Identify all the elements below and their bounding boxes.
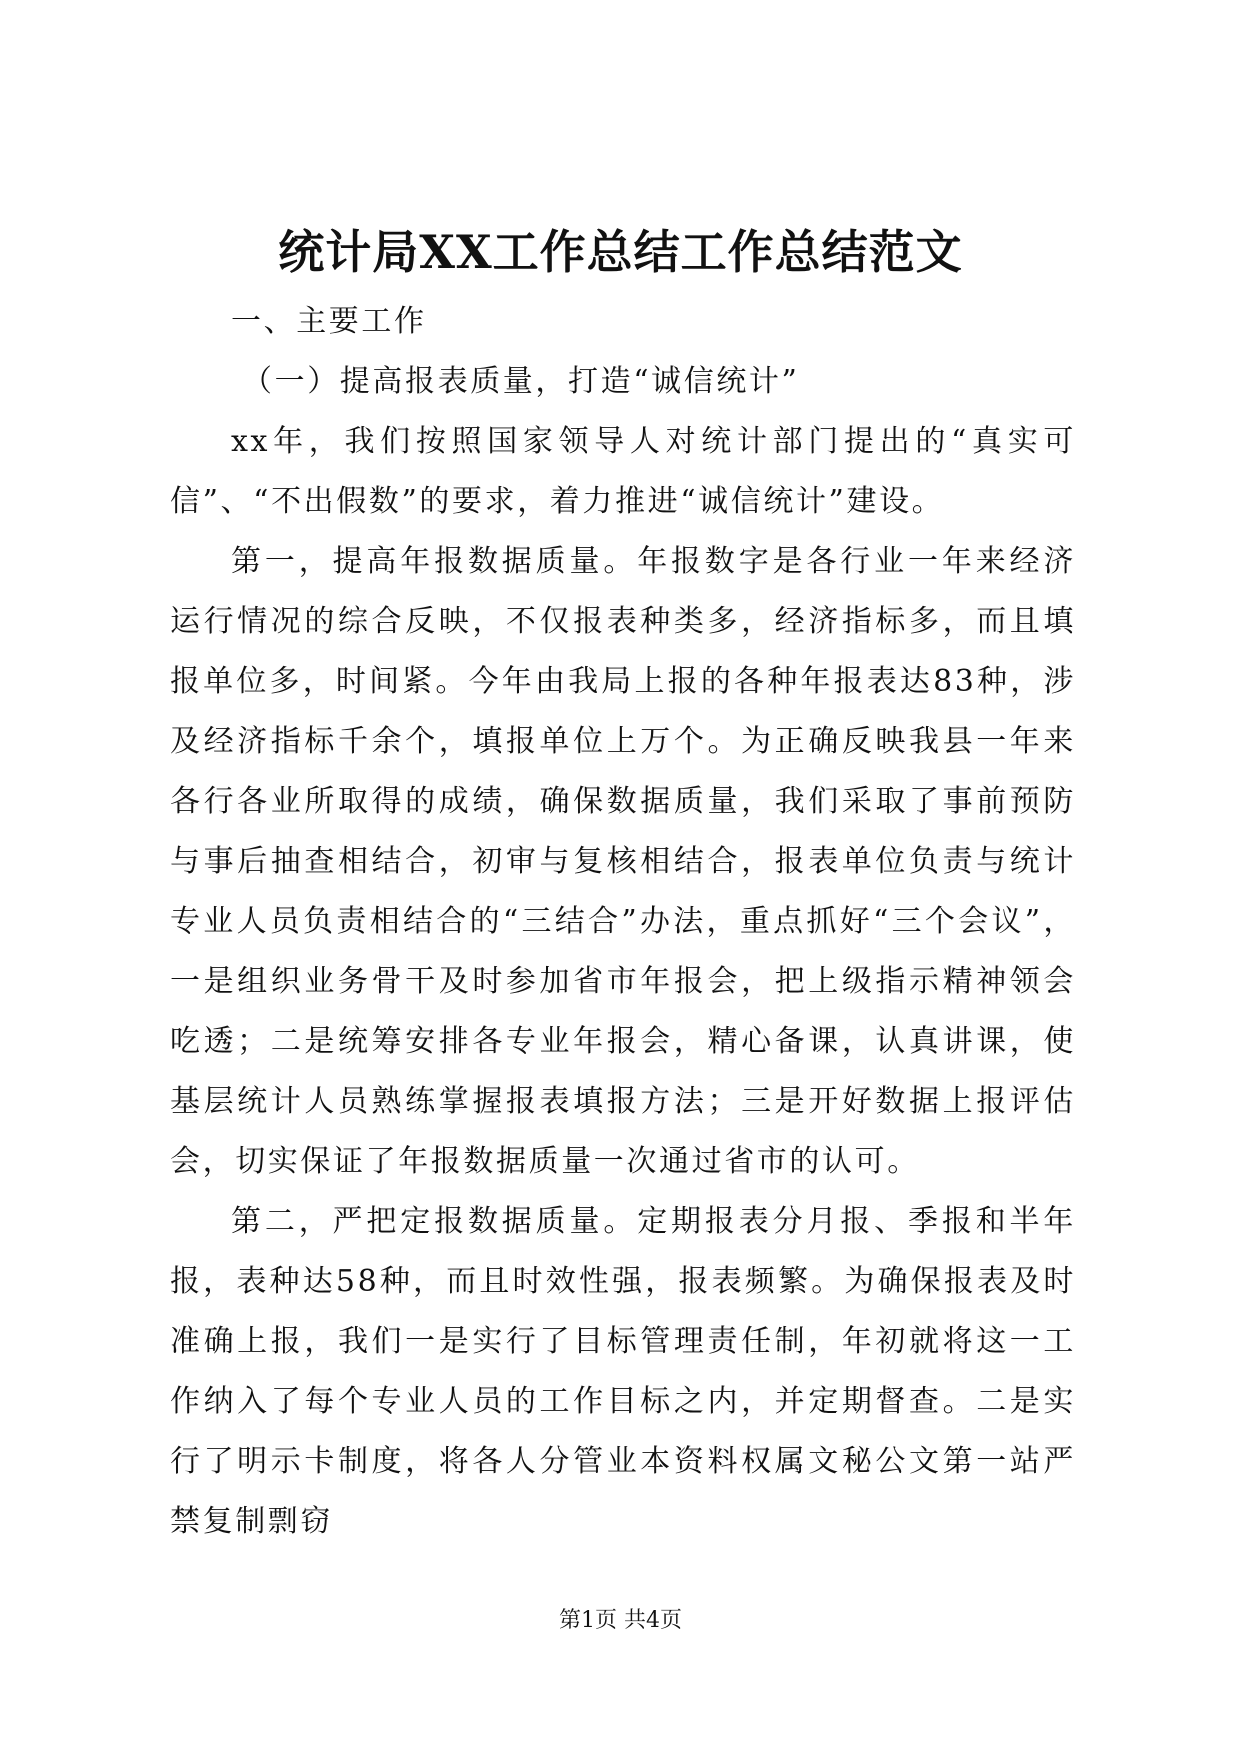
subsection-heading: （一）提高报表质量，打造“诚信统计” — [242, 364, 800, 399]
body-paragraph: 第二，严把定报数据质量。定期报表分月报、季报和半年报，表种达58种，而且时效性强，报表频繁。为确保报表及时准确上报，我们一是实行了目标管理责任制，年初就将这一工作纳入了每个专业人员的工作目标之内，并定期督查。二是实行了明示卡制度，将各人分管业本资料权属文秘公文第一站严禁复制剽窃 — [170, 1204, 1076, 1539]
page-number-footer: 第1页 共4页 — [559, 1608, 682, 1633]
body-paragraph: 第一，提高年报数据质量。年报数字是各行业一年来经济运行情况的综合反映，不仅报表种类多，经济指标多，而且填报单位多，时间紧。今年由我局上报的各种年报表达83种，涉及经济指标千余个，填报单位上万个。为正确反映我县一年来各行各业所取得的成绩，确保数据质量，我们采取了事前预防与事后抽查相结合，初审与复核相结合，报表单位负责与统计专业人员负责相结合的“三结合”办法，重点抓好“三个会议”，一是组织业务骨干及时参加省市年报会，把上级指示精神领会吃透；二是统筹安排各专业年报会，精心备课，认真讲课，使基层统计人员熟练掌握报表填报方法；三是开好数据上报评估会，切实保证了年报数据质量一次通过省市的认可。 — [170, 544, 1076, 1179]
document-title: 统计局XX工作总结工作总结范文 — [278, 225, 963, 279]
document-body — [170, 292, 1076, 1552]
section-heading: 一、主要工作 — [231, 304, 427, 339]
body-paragraph: xx年，我们按照国家领导人对统计部门提出的“真实可信”、“不出假数”的要求，着力推进“诚信统计”建设。 — [170, 424, 1076, 519]
